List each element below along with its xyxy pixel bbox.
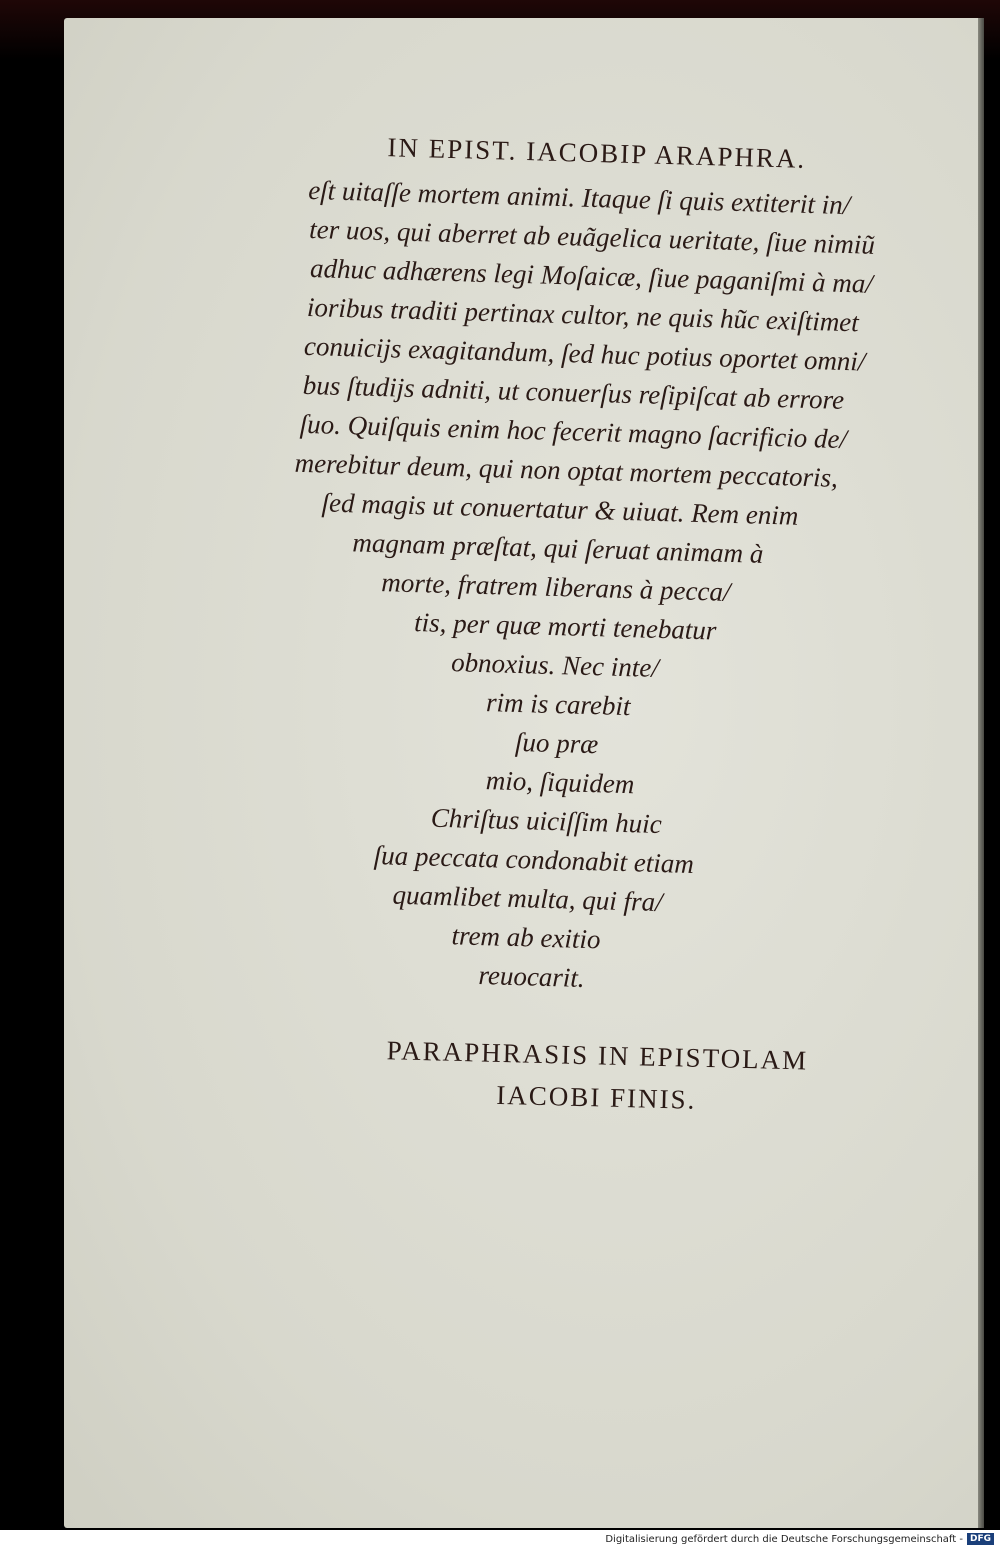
running-head: IN EPIST. IACOBIP ARAPHRA. bbox=[387, 132, 807, 174]
body-line: mio, ſiquidem bbox=[485, 765, 635, 800]
body-line: Chriſtus uiciſſim huic bbox=[430, 802, 663, 840]
body-line: bus ſtudijs adniti, ut conuerſus reſipiſcat ab errore bbox=[302, 369, 845, 416]
body-line: adhuc adhærens legi Moſaicæ, ſiue paganiſmi à ma/ bbox=[309, 253, 874, 299]
dfg-logo: DFG bbox=[967, 1533, 994, 1545]
body-line: merebitur deum, qui non optat mortem peccatoris, bbox=[294, 447, 839, 493]
body-line: ter uos, qui aberret ab euãgelica ueritate, ſiue nimiũ bbox=[308, 214, 876, 260]
body-line: ſuo. Quiſquis enim hoc fecerit magno ſacrificio de/ bbox=[299, 408, 848, 455]
body-line: magnam præſtat, qui ſeruat animam à bbox=[352, 527, 764, 569]
body-line: ſuo præ bbox=[514, 726, 599, 760]
body-line: tis, per quæ morti tenebatur bbox=[413, 607, 717, 646]
body-line: eſt uitaſſe mortem animi. Itaque ſi quis extiterit in/ bbox=[307, 174, 851, 221]
digitization-footer bbox=[0, 1530, 1000, 1548]
body-line: conuicijs exagitandum, ſed huc potius oportet omni/ bbox=[303, 330, 866, 377]
main-text-block bbox=[286, 130, 950, 1008]
body-line: obnoxius. Nec inte/ bbox=[450, 647, 660, 683]
finis-block bbox=[336, 1028, 858, 1125]
body-line: ſua peccata condonabit etiam bbox=[373, 840, 695, 879]
body-line: ſed magis ut conuertatur & uiuat. Rem enim bbox=[321, 487, 799, 531]
body-line: trem ab exitio bbox=[451, 920, 601, 955]
body-line: quamlibet multa, qui fra/ bbox=[392, 879, 663, 918]
finis-line: IACOBI FINIS. bbox=[496, 1079, 697, 1115]
body-line: ioribus traditi pertinax cultor, ne quis hũc exiſtimet bbox=[306, 291, 860, 338]
body-line: rim is carebit bbox=[485, 687, 631, 722]
body-line: morte, fratrem liberans à pecca/ bbox=[380, 567, 731, 607]
finis-line: PARAPHRASIS IN EPISTOLAM bbox=[386, 1035, 809, 1076]
body-lines bbox=[286, 171, 949, 1008]
page-edge bbox=[978, 18, 984, 1528]
footer-text: Digitalisierung gefördert durch die Deutsche Forschungsgemeinschaft - bbox=[605, 1533, 963, 1545]
body-line: reuocarit. bbox=[478, 960, 586, 993]
